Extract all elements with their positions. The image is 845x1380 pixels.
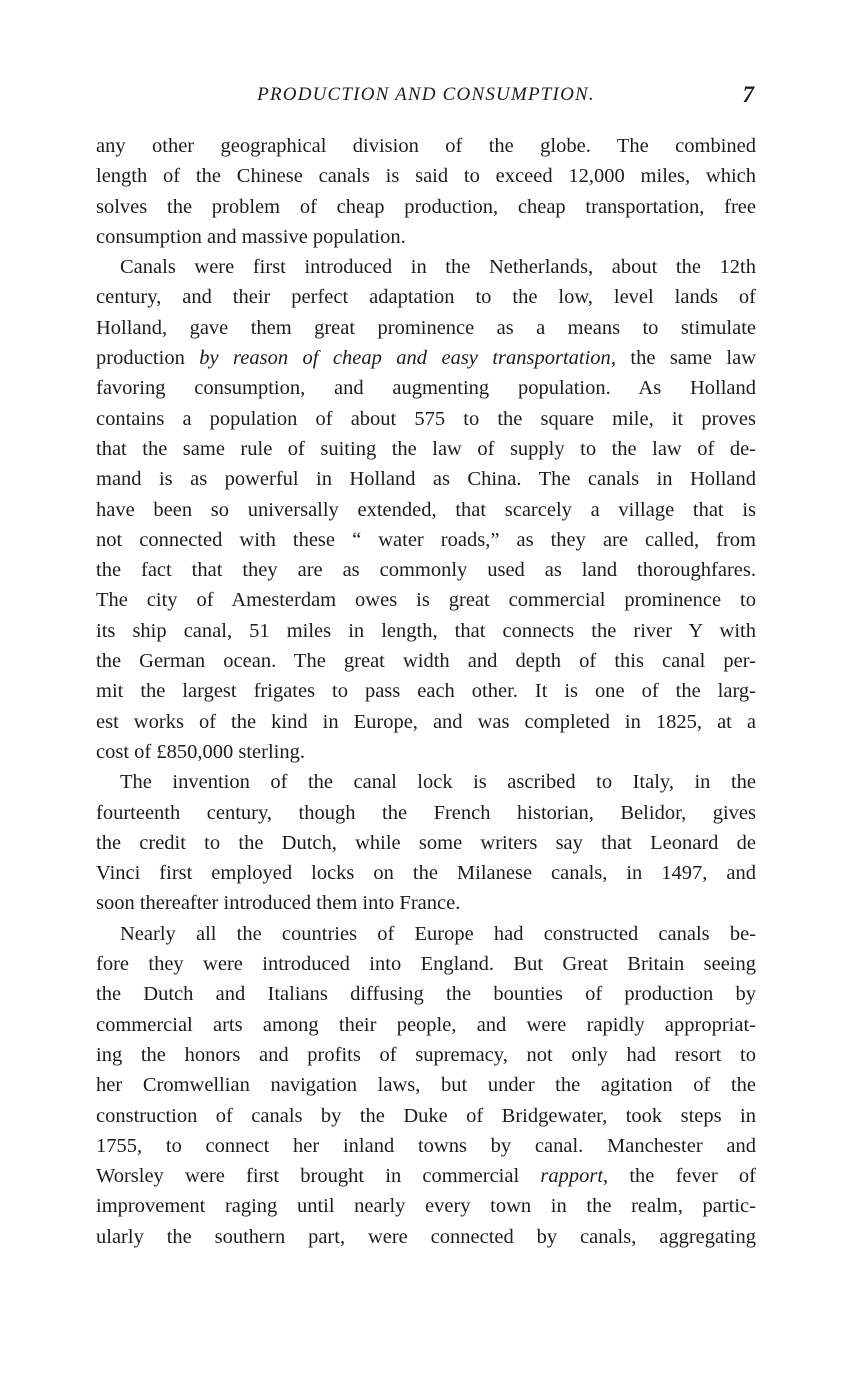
text-line: length of the Chinese canals is said to exceed 12,000 miles, which (96, 165, 756, 188)
text-line: its ship canal, 51 miles in length, that connects the river Y with (96, 619, 756, 642)
text-line: any other geographical division of the globe. The combined (96, 135, 756, 157)
paragraph-1 (96, 131, 756, 252)
text-line-with-emphasis (96, 1161, 756, 1191)
text-line: fourteenth century, though the French historian, Belidor, gives (96, 801, 756, 824)
page-number: 7 (742, 82, 754, 107)
text-line: have been so universally extended, that scarcely a village that is (96, 498, 756, 521)
text-line: Vinci first employed locks on the Milanese canals, in 1497, and (96, 862, 756, 885)
paragraph-4 (96, 919, 756, 1252)
text-line: contains a population of about 575 to the square mile, it proves (96, 407, 756, 430)
text-line: not connected with these “ water roads,” as they are called, from (96, 528, 756, 551)
text-line: consumption and massive population. (96, 225, 406, 248)
italic-phrase: rapport (540, 1165, 604, 1188)
text-line: Nearly all the countries of Europe had constructed canals be- (120, 922, 756, 945)
text-line: the fact that they are as commonly used as land thoroughfares. (96, 559, 756, 582)
text-line: solves the problem of cheap production, cheap transportation, free (96, 195, 756, 218)
text-line: Canals were first introduced in the Netherlands, about the 12th (120, 256, 756, 279)
text-line: improvement raging until nearly every town in the realm, partic- (96, 1195, 756, 1218)
text-segment: , the same law (610, 347, 756, 370)
running-title: PRODUCTION AND CONSUMPTION. (257, 84, 595, 105)
paragraph-2 (96, 252, 756, 767)
text-line: the Dutch and Italians diffusing the bounties of production by (96, 983, 756, 1006)
text-line: that the same rule of suiting the law of supply to the law of de- (96, 437, 756, 460)
text-segment: , the fever of (603, 1165, 756, 1188)
text-line: ularly the southern part, were connected by canals, aggregating (96, 1225, 756, 1248)
running-head (96, 84, 756, 114)
paragraph-3 (96, 767, 756, 918)
text-line: cost of £850,000 sterling. (96, 740, 305, 763)
italic-phrase: by reason of cheap and easy transportation (199, 347, 611, 370)
text-line: ing the honors and profits of supremacy, not only had resort to (96, 1043, 756, 1066)
text-line: mand is as powerful in Holland as China. The canals in Holland (96, 468, 756, 491)
text-line: The invention of the canal lock is ascribed to Italy, in the (120, 771, 756, 794)
text-line: soon thereafter introduced them into France. (96, 892, 461, 915)
text-line: fore they were introduced into England. But Great Britain seeing (96, 953, 756, 976)
text-line: 1755, to connect her inland towns by canal. Manchester and (96, 1134, 756, 1157)
text-line: est works of the kind in Europe, and was completed in 1825, at a (96, 710, 756, 733)
text-line: her Cromwellian navigation laws, but under the agitation of the (96, 1074, 756, 1097)
text-segment: production (96, 347, 200, 370)
text-line: construction of canals by the Duke of Bridgewater, took steps in (96, 1104, 756, 1127)
text-line: the credit to the Dutch, while some writers say that Leonard de (96, 831, 756, 854)
text-segment: Worsley were first brought in commercial (96, 1165, 541, 1188)
text-line: mit the largest frigates to pass each other. It is one of the larg- (96, 680, 756, 703)
text-line: commercial arts among their people, and were rapidly appropriat- (96, 1013, 756, 1036)
text-line: favoring consumption, and augmenting population. As Holland (96, 377, 756, 400)
text-line: the German ocean. The great width and depth of this canal per- (96, 650, 756, 673)
text-line-with-emphasis (96, 343, 756, 373)
text-line: The city of Amesterdam owes is great commercial prominence to (96, 589, 756, 612)
body-text (96, 131, 756, 1252)
text-line: century, and their perfect adaptation to the low, level lands of (96, 286, 756, 309)
text-line: Holland, gave them great prominence as a means to stimulate (96, 316, 756, 339)
